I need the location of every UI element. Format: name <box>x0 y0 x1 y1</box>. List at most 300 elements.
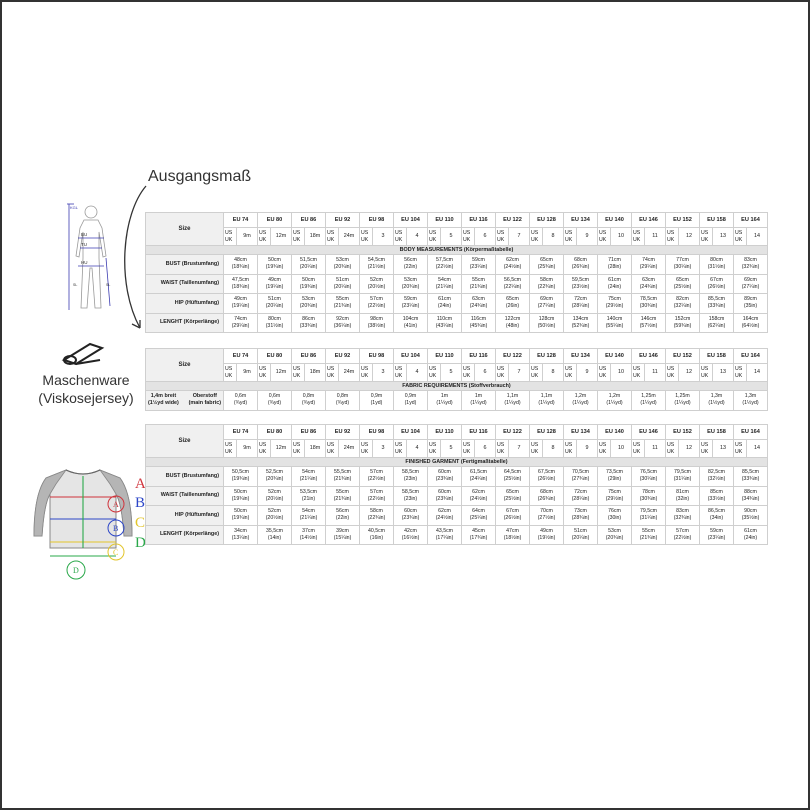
imperial-value: (33½in) <box>707 495 726 502</box>
us-label: US <box>395 366 403 372</box>
us-uk-label <box>292 440 305 458</box>
metric-value: 40,5cm <box>367 527 385 534</box>
imperial-value: (30¾in) <box>639 495 658 502</box>
imperial-value: (27½in) <box>537 515 556 522</box>
imperial-value: (20¼in) <box>299 264 318 271</box>
metric-value: 0,8m <box>336 393 349 400</box>
metric-value: 54cm <box>438 276 451 283</box>
imperial-value: (15¼in) <box>333 534 352 541</box>
metric-value: 51cm <box>268 296 281 303</box>
imperial-value: (21¼in) <box>435 283 454 290</box>
measurement-cell <box>734 391 768 411</box>
imperial-value: (32½in) <box>707 476 726 483</box>
imperial-value: (59¾in) <box>673 322 692 329</box>
us-uk-label <box>224 440 237 458</box>
us-uk-label <box>700 364 713 382</box>
us-label: US <box>633 366 641 372</box>
us-uk-label <box>564 228 577 246</box>
measurement-cell <box>394 391 428 411</box>
us-uk-label <box>292 228 305 246</box>
measurement-cell <box>462 525 496 545</box>
size-header: EU 140 <box>598 349 632 364</box>
measurement-cell <box>598 274 632 294</box>
imperial-value: (18½in) <box>503 534 522 541</box>
imperial-value: (17¼in) <box>435 534 454 541</box>
uk-label: UK <box>701 236 709 243</box>
measurement-cell <box>734 255 768 275</box>
us-label: US <box>463 230 471 236</box>
us-uk-label <box>428 364 441 382</box>
us-uk-label <box>292 364 305 382</box>
metric-value: 47cm <box>506 527 519 534</box>
measurement-cell <box>394 525 428 545</box>
measurement-cell <box>632 467 666 487</box>
imperial-value: (35½in) <box>741 515 760 522</box>
imperial-value: (29¼in) <box>231 322 250 329</box>
size-header: EU 152 <box>666 425 700 440</box>
metric-value: 0,6m <box>268 393 281 400</box>
imperial-value: (20¼in) <box>333 283 352 290</box>
measurement-cell <box>428 467 462 487</box>
measurement-cell <box>632 313 666 333</box>
uk-label: UK <box>429 448 437 455</box>
metric-value: 134cm <box>572 315 589 322</box>
measurement-cell <box>496 506 530 526</box>
metric-value: 90cm <box>744 508 757 515</box>
measurement-cell <box>258 391 292 411</box>
us-uk-size: 10 <box>611 440 632 458</box>
size-header: EU 110 <box>428 349 462 364</box>
us-uk-label <box>530 440 543 458</box>
imperial-value: (55¼in) <box>605 322 624 329</box>
us-uk-label <box>496 440 509 458</box>
size-header: EU 146 <box>632 425 666 440</box>
us-label: US <box>327 366 335 372</box>
measurement-cell <box>462 313 496 333</box>
metric-value: 68cm <box>540 488 553 495</box>
imperial-value: (28¼in) <box>571 303 590 310</box>
us-uk-label <box>224 364 237 382</box>
uk-label: UK <box>599 448 607 455</box>
size-header: EU 140 <box>598 425 632 440</box>
us-uk-size: 13 <box>713 440 734 458</box>
measurement-cell <box>292 506 326 526</box>
imperial-value: (25½in) <box>503 495 522 502</box>
measurement-cell <box>292 313 326 333</box>
metric-value: 85cm <box>710 488 723 495</box>
us-label: US <box>463 442 471 448</box>
metric-value: 51cm <box>574 527 587 534</box>
uk-label: UK <box>565 236 573 243</box>
us-label: US <box>429 442 437 448</box>
measurement-cell <box>666 274 700 294</box>
size-header: EU 86 <box>292 213 326 228</box>
us-uk-size: 9 <box>577 440 598 458</box>
circle-letter-c: C <box>113 548 119 557</box>
uk-label: UK <box>463 448 471 455</box>
imperial-value: (27¾in) <box>571 476 590 483</box>
us-label: US <box>429 230 437 236</box>
imperial-value: (19¼in) <box>231 303 250 310</box>
imperial-value: (1¼yd) <box>538 400 555 407</box>
us-uk-label <box>666 440 679 458</box>
us-uk-size: 13 <box>713 364 734 382</box>
metric-value: 75cm <box>608 296 621 303</box>
measurement-cell <box>632 294 666 314</box>
size-label: Size <box>146 425 224 458</box>
metric-value: 37cm <box>302 527 315 534</box>
uk-label: UK <box>429 236 437 243</box>
measurement-cell <box>564 486 598 506</box>
us-uk-label <box>326 440 339 458</box>
uk-label: UK <box>293 372 301 379</box>
us-label: US <box>531 442 539 448</box>
fabric-name: Oberstoff <box>192 393 217 400</box>
imperial-value: (24¾in) <box>639 283 658 290</box>
uk-label: UK <box>633 236 641 243</box>
measurement-cell <box>734 506 768 526</box>
imperial-value: (1¼yd) <box>572 400 589 407</box>
us-uk-size: 9 <box>577 364 598 382</box>
measurement-cell <box>462 506 496 526</box>
imperial-value: (22in) <box>403 264 418 271</box>
metric-value: 65cm <box>540 257 553 264</box>
uk-label: UK <box>225 372 233 379</box>
imperial-value: (28in) <box>607 264 622 271</box>
legend-letter-b: B <box>135 495 146 511</box>
imperial-value: (22¾in) <box>367 515 386 522</box>
measurement-cell <box>224 467 258 487</box>
metric-value: 56cm <box>336 508 349 515</box>
imperial-value: (26½in) <box>503 515 522 522</box>
us-uk-size: 7 <box>509 228 530 246</box>
legend-letter-a: A <box>135 476 146 492</box>
us-label: US <box>735 366 743 372</box>
imperial-value: (25¼in) <box>469 515 488 522</box>
size-header: EU 140 <box>598 213 632 228</box>
imperial-value: (30in) <box>607 515 622 522</box>
us-uk-row <box>146 228 768 246</box>
size-header: EU 104 <box>394 213 428 228</box>
size-header: EU 134 <box>564 425 598 440</box>
uk-label: UK <box>395 448 403 455</box>
metric-value: 104cm <box>402 315 419 322</box>
measurement-cell <box>734 486 768 506</box>
imperial-value: (34in) <box>709 515 724 522</box>
us-uk-size: 12m <box>271 440 292 458</box>
us-uk-size: 6 <box>475 228 496 246</box>
imperial-value: (21¾in) <box>333 495 352 502</box>
measurement-cell <box>292 486 326 506</box>
measurement-cell <box>598 467 632 487</box>
size-header: EU 92 <box>326 213 360 228</box>
imperial-value: (32in) <box>675 495 690 502</box>
measurement-cell <box>564 313 598 333</box>
metric-value: 64,5cm <box>503 469 521 476</box>
measurement-cell <box>496 525 530 545</box>
metric-value: 73cm <box>574 508 587 515</box>
metric-value: 54,5cm <box>367 257 385 264</box>
metric-value: 60cm <box>438 488 451 495</box>
imperial-value: (¾yd) <box>335 400 350 407</box>
us-uk-size: 11 <box>645 364 666 382</box>
us-label: US <box>701 230 709 236</box>
us-label: US <box>293 366 301 372</box>
measurement-cell <box>360 294 394 314</box>
imperial-value: (20½in) <box>265 495 284 502</box>
row-label: BUST (Brustumfang) <box>146 255 224 275</box>
us-uk-size: 14 <box>747 364 768 382</box>
us-uk-label <box>394 228 407 246</box>
us-uk-label <box>326 364 339 382</box>
measurement-cell <box>462 255 496 275</box>
us-uk-size: 18m <box>305 228 326 246</box>
measurement-cell <box>734 467 768 487</box>
imperial-value: (25¾in) <box>537 264 556 271</box>
metric-value: 1,25m <box>675 393 690 400</box>
measurement-cell <box>632 525 666 545</box>
fabric-row-label <box>146 391 224 411</box>
imperial-value: (31½in) <box>707 264 726 271</box>
size-header: EU 134 <box>564 349 598 364</box>
row-label: HIP (Hüftumfang) <box>146 294 224 314</box>
size-header: EU 116 <box>462 349 496 364</box>
us-uk-size: 24m <box>339 364 360 382</box>
metric-value: 65cm <box>506 296 519 303</box>
uk-label: UK <box>701 372 709 379</box>
metric-value: 74cm <box>234 315 247 322</box>
garment-section-title: FINISHED GARMENT (Fertigmaßtabelle) <box>146 458 768 467</box>
us-label: US <box>497 442 505 448</box>
size-header: EU 104 <box>394 425 428 440</box>
size-header: EU 122 <box>496 349 530 364</box>
metric-value: 57cm <box>676 527 689 534</box>
metric-value: 110cm <box>436 315 453 322</box>
metric-value: 53cm <box>336 257 349 264</box>
us-uk-label <box>496 228 509 246</box>
imperial-value: (24in) <box>607 283 622 290</box>
us-uk-size: 10 <box>611 228 632 246</box>
measurement-cell <box>666 294 700 314</box>
uk-label: UK <box>497 372 505 379</box>
us-uk-size: 8 <box>543 228 564 246</box>
measurement-cell <box>734 294 768 314</box>
legend-letter-c: C <box>135 515 146 531</box>
uk-label: UK <box>667 448 675 455</box>
imperial-value: (23½in) <box>571 283 590 290</box>
metric-value: 57cm <box>370 488 383 495</box>
us-label: US <box>463 366 471 372</box>
imperial-value: (24¾in) <box>469 303 488 310</box>
measurement-cell <box>734 274 768 294</box>
us-label: US <box>361 442 369 448</box>
figure-label-sl-2: SL <box>106 283 111 287</box>
metric-value: 59cm <box>404 296 417 303</box>
imperial-value: (22¼in) <box>503 283 522 290</box>
us-uk-size: 24m <box>339 440 360 458</box>
metric-value: 57,5cm <box>435 257 453 264</box>
row-label: HIP (Hüftumfang) <box>146 506 224 526</box>
imperial-value: (52¾in) <box>571 322 590 329</box>
measurement-cell <box>666 313 700 333</box>
metric-value: 53cm <box>302 296 315 303</box>
metric-value: 1,3m <box>744 393 757 400</box>
imperial-value: (31¼in) <box>673 476 692 483</box>
metric-value: 1m <box>440 393 449 400</box>
us-label: US <box>395 230 403 236</box>
us-uk-label <box>734 440 747 458</box>
imperial-value: (21¾in) <box>639 534 658 541</box>
us-uk-label <box>666 228 679 246</box>
metric-value: 55cm <box>336 488 349 495</box>
figure-label-tu: TU <box>81 242 87 247</box>
metric-value: 48cm <box>234 257 247 264</box>
us-uk-label <box>700 228 713 246</box>
measurement-cell <box>700 525 734 545</box>
imperial-value: (28¼in) <box>571 495 590 502</box>
metric-value: 61,5cm <box>469 469 487 476</box>
imperial-value: (19½in) <box>537 534 556 541</box>
measurement-cell <box>462 294 496 314</box>
uk-label: UK <box>497 236 505 243</box>
us-label: US <box>531 366 539 372</box>
measurement-cell <box>530 486 564 506</box>
measurement-cell <box>360 313 394 333</box>
measurement-cell <box>360 506 394 526</box>
uk-label: UK <box>633 448 641 455</box>
metric-value: 70cm <box>540 508 553 515</box>
metric-value: 51cm <box>336 276 349 283</box>
measurement-cell <box>530 255 564 275</box>
metric-value: 50cm <box>234 488 247 495</box>
us-uk-label <box>530 364 543 382</box>
imperial-value: (¾yd) <box>267 400 282 407</box>
measurement-cell <box>428 525 462 545</box>
metric-value: 58,5cm <box>401 469 419 476</box>
size-header: EU 80 <box>258 213 292 228</box>
uk-label: UK <box>429 372 437 379</box>
metric-value: 65cm <box>676 276 689 283</box>
size-header: EU 86 <box>292 425 326 440</box>
us-label: US <box>565 230 573 236</box>
size-header: EU 158 <box>700 213 734 228</box>
us-uk-label <box>496 364 509 382</box>
metric-value: 85,5cm <box>741 469 759 476</box>
metric-value: 78cm <box>642 488 655 495</box>
measurement-cell <box>360 391 394 411</box>
metric-value: 128cm <box>538 315 555 322</box>
imperial-value: (¾yd) <box>301 400 316 407</box>
measurement-cell <box>564 506 598 526</box>
imperial-value: (26¾in) <box>537 495 556 502</box>
measurement-cell <box>530 313 564 333</box>
us-label: US <box>259 442 267 448</box>
metric-value: 76cm <box>608 508 621 515</box>
uk-label: UK <box>361 236 369 243</box>
measurement-cell <box>326 486 360 506</box>
metric-value: 60cm <box>438 469 451 476</box>
us-label: US <box>327 442 335 448</box>
measurement-cell <box>700 255 734 275</box>
metric-value: 82,5cm <box>707 469 725 476</box>
metric-value: 80cm <box>710 257 723 264</box>
metric-value: 79,5cm <box>639 508 657 515</box>
finished-garment-table <box>145 424 768 545</box>
size-header: EU 74 <box>224 349 258 364</box>
size-header: EU 128 <box>530 349 564 364</box>
measurement-cell <box>700 467 734 487</box>
measurement-cell <box>360 467 394 487</box>
measurement-cell <box>292 255 326 275</box>
us-uk-size: 14 <box>747 440 768 458</box>
imperial-value: (24¼in) <box>469 476 488 483</box>
metric-value: 78,5cm <box>639 296 657 303</box>
us-uk-label <box>700 440 713 458</box>
metric-value: 146cm <box>640 315 657 322</box>
us-uk-size: 14 <box>747 228 768 246</box>
circle-letter-b: B <box>113 524 119 533</box>
metric-value: 71cm <box>608 257 621 264</box>
size-header: EU 116 <box>462 425 496 440</box>
size-header: EU 164 <box>734 349 768 364</box>
imperial-value: (22in) <box>335 515 350 522</box>
metric-value: 1m <box>474 393 483 400</box>
metric-value: 51,5cm <box>299 257 317 264</box>
imperial-value: (19¾in) <box>231 515 250 522</box>
size-header-row <box>146 425 768 440</box>
imperial-value: (14½in) <box>299 534 318 541</box>
us-label: US <box>599 230 607 236</box>
us-label: US <box>565 366 573 372</box>
imperial-value: (22½in) <box>367 303 386 310</box>
uk-label: UK <box>531 448 539 455</box>
measurement-cell <box>224 274 258 294</box>
measurement-cell <box>496 391 530 411</box>
metric-value: 50,5cm <box>231 469 249 476</box>
page-heading: Ausgangsmaß <box>148 168 252 185</box>
uk-label: UK <box>735 236 743 243</box>
figure-label-sl-1: SL <box>73 283 78 287</box>
measurement-cell <box>666 467 700 487</box>
measurement-cell <box>700 294 734 314</box>
us-label: US <box>327 230 335 236</box>
legend-letter-d: D <box>135 535 146 551</box>
measurement-cell <box>360 486 394 506</box>
uk-label: UK <box>327 236 335 243</box>
imperial-value: (1¼yd) <box>640 400 657 407</box>
imperial-value: (19¾in) <box>299 283 318 290</box>
measurement-cell <box>598 486 632 506</box>
size-header: EU 74 <box>224 425 258 440</box>
metric-value: 59cm <box>472 257 485 264</box>
size-header: EU 152 <box>666 213 700 228</box>
garment-section-title-row <box>146 458 768 467</box>
us-uk-label <box>598 364 611 382</box>
imperial-value: (23¼in) <box>469 264 488 271</box>
metric-value: 62cm <box>506 257 519 264</box>
imperial-value: (17¾in) <box>469 534 488 541</box>
row-label: LENGHT (Körperlänge) <box>146 313 224 333</box>
uk-label: UK <box>565 448 573 455</box>
metric-value: 58cm <box>370 508 383 515</box>
us-uk-size: 4 <box>407 228 428 246</box>
uk-label: UK <box>327 448 335 455</box>
uk-label: UK <box>395 236 403 243</box>
imperial-value: (23¾in) <box>401 515 420 522</box>
imperial-value: (1¼yd) <box>470 400 487 407</box>
measurement-cell <box>258 486 292 506</box>
fabric-type-line-2: (Viskosejersey) <box>38 390 134 406</box>
